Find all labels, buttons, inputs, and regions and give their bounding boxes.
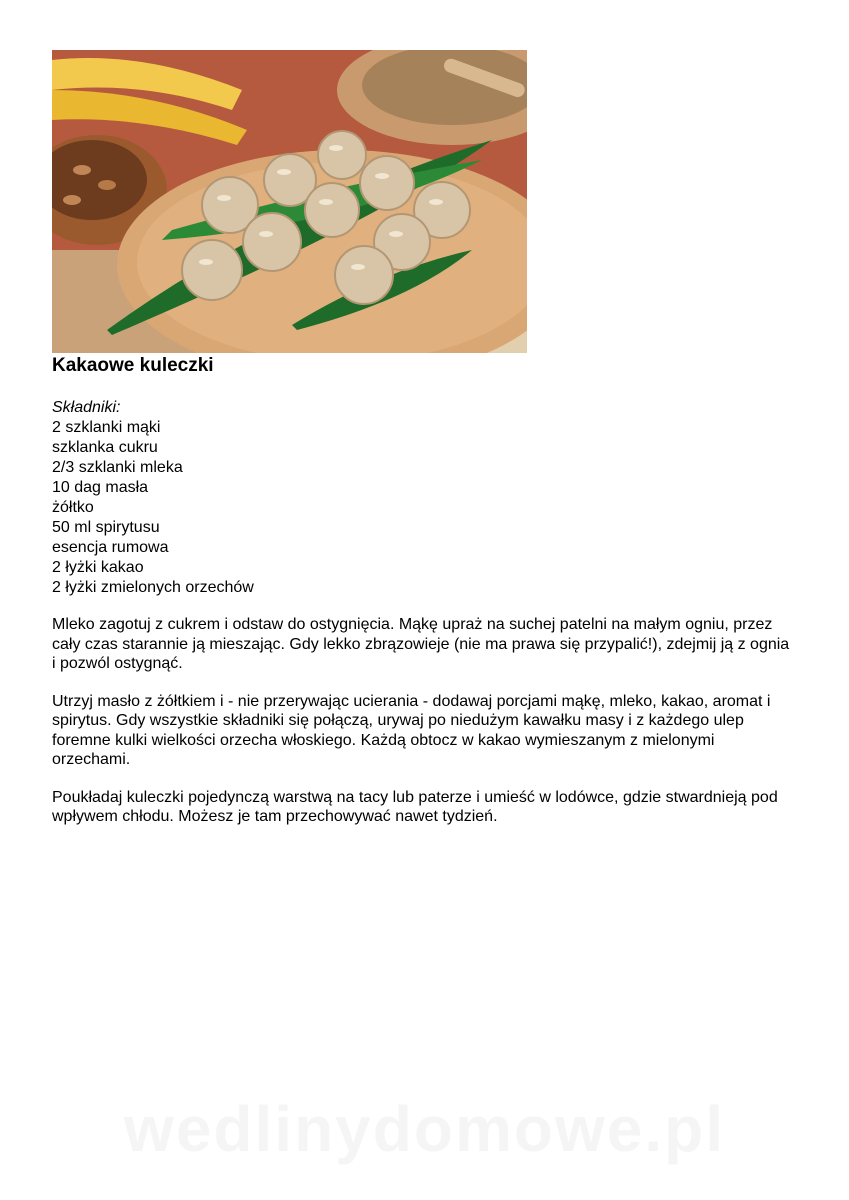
ingredient-item: 2 szklanki mąki [52,419,161,436]
ingredients-heading: Składniki: [52,399,121,416]
ingredient-item: szklanka cukru [52,439,158,456]
instruction-paragraph: Utrzyj masło z żółtkiem i - nie przerywając ucierania - dodawaj porcjami mąkę, mleko, kakao, aromat i spirytus. Gdy wszystkie składniki się połączą, urywaj po niedużym kawałku masy i z każdego ulep foremne kulki wielkości orzecha włoskiego. Każdą obtocz w kakao wymieszanym z mielonymi orzechami. [52,692,771,768]
instruction-paragraph: Mleko zagotuj z cukrem i odstaw do ostygnięcia. Mąkę upraż na suchej patelni na małym ogniu, przez cały czas starannie ją mieszając. Gdy lekko zbrązowieje (nie ma prawa się przypalić!), zdejmij ją z ognia i pozwól ostygnąć. [52,616,790,672]
ingredient-item: 2/3 szklanki mleka [52,459,183,476]
site-watermark: wedlinydomowe.pl [124,1093,725,1165]
ingredients-list [52,418,752,598]
recipe-photo [52,50,527,353]
ingredient-item: żółtko [52,499,94,516]
ingredient-item: 2 łyżki zmielonych orzechów [52,579,254,596]
ingredient-item: 50 ml spirytusu [52,519,160,536]
ingredient-item: 2 łyżki kakao [52,559,144,576]
recipe-title: Kakaowe kuleczki [52,355,214,376]
instruction-paragraph: Poukładaj kuleczki pojedynczą warstwą na tacy lub paterze i umieść w lodówce, gdzie stwardnieją pod wpływem chłodu. Możesz je tam przechowywać nawet tydzień. [52,788,778,825]
ingredient-item: esencja rumowa [52,539,169,556]
ingredient-item: 10 dag masła [52,479,149,496]
ingredients-section [52,398,752,598]
instructions-section [52,615,797,845]
